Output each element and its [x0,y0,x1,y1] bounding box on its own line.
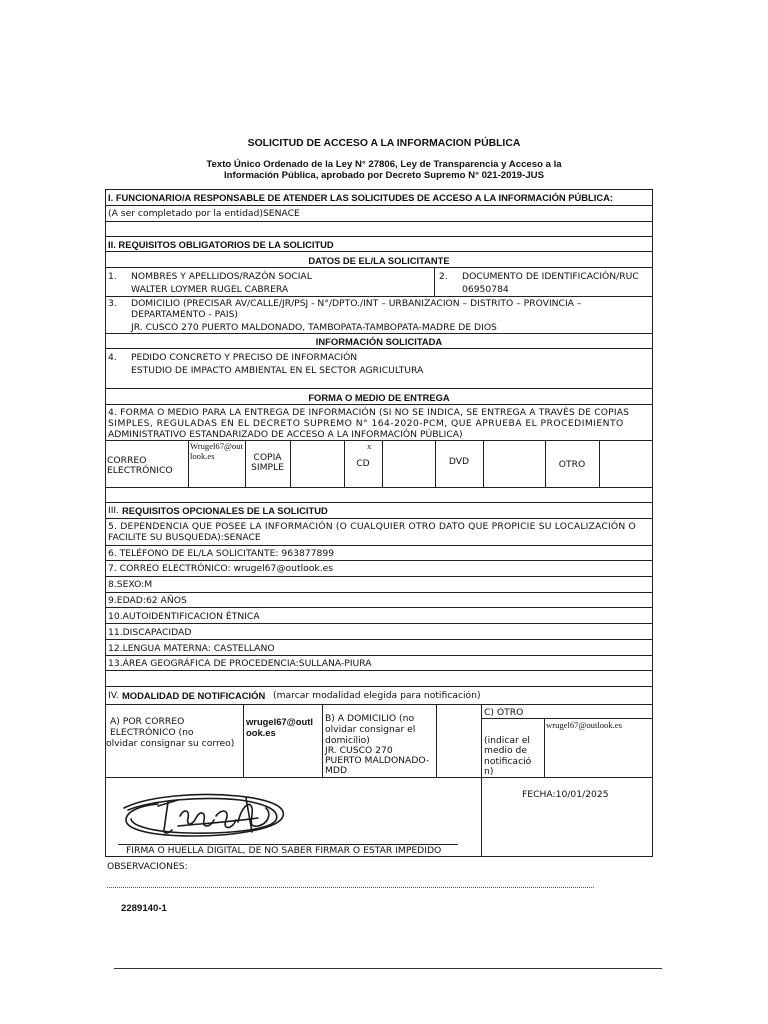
section3-heading: REQUISITOS OPCIONALES DE LA SOLICITUD [122,505,328,516]
notif-option-b-line2: olvidar consignar el [325,724,416,735]
datos-heading: DATOS DE EL/LA SOLICITANTE [308,255,450,266]
observaciones-label: OBSERVACIONES: [107,861,188,872]
item2-label: DOCUMENTO DE IDENTIFICACIÓN/RUC [462,271,639,282]
info-heading: INFORMACIÓN SOLICITADA [315,336,443,347]
handwritten-signature [118,786,293,841]
delivery-copia-label-line1: COPIA [253,452,282,463]
notif-option-a-value-line2: ook.es [246,727,276,738]
item3-value: JR. CUSCO 270 PUERTO MALDONADO, TAMBOPATA-TAMBOPATA-MADRE DE DIOS [131,322,497,333]
delivery-cd-label: CD [356,458,370,469]
delivery-otro-label: OTRO [558,459,586,470]
notif-option-b-line1: B) A DOMICILIO (no [325,713,415,724]
section2-heading: II. REQUISITOS OBLIGATORIOS DE LA SOLICITUD [108,239,334,250]
item1-value: WALTER LOYMER RUGEL CABRERA [131,284,289,295]
notif-option-b-line6: MDD [325,765,348,776]
item3-label-line1: DOMICILIO (PRECISAR AV/CALLE/JR/PSJ - N°/DPTO./INT – URBANIZACION – DISTRITO – PROVINCIA – [131,298,582,309]
item6: 6. TELÉFONO DE EL/LA SOLICITANTE: 963877899 [108,548,335,559]
item5-line2: FACILITE SU BUSQUEDA):SENACE [108,532,261,543]
item4-label: PEDIDO CONCRETO Y PRECISO DE INFORMACIÓN [131,352,358,363]
item7: 7. CORREO ELECTRÓNICO: wrugel67@outlook.es [108,563,334,574]
delivery-correo-label-line1: CORREO [107,455,147,466]
notif-option-c-note-line2: medio de [484,745,528,756]
document-code: 2289140-1 [121,903,167,914]
notif-option-a-line2: ELECTRÓNICO (no [110,727,194,738]
item1-number: 1. [108,271,117,282]
item13: 13.ÁREA GEOGRÁFICA DE PROCEDENCIA:SULLANA-PIURA [108,658,372,669]
delivery-copia-label-line2: SIMPLE [251,462,284,473]
notif-option-a-value-line1: wrugel67@outl [246,716,313,727]
item3-label-line2: DEPARTAMENTO - PAIS) [131,309,238,320]
page-bottom-rule [114,968,662,969]
notif-option-c-note-line1: (indicar el [484,735,530,746]
notif-option-c-label: C) OTRO [484,707,524,718]
forma-text-line3: ADMINISTRATIVO ESTANDARIZADO DE ACCESO A LA INFORMACIÓN PÚBLICA) [108,429,463,440]
delivery-correo-label-line2: ELECTRÓNICO [107,465,173,476]
delivery-correo-value-line1: Wrugel67@out [190,441,243,451]
notif-option-b-line4: JR. CUSCO 270 [325,745,393,756]
section4-heading: MODALIDAD DE NOTIFICACIÓN [122,690,266,701]
forma-text-line1: 4. FORMA O MEDIO PARA LA ENTREGA DE INFORMACIÓN (SI NO SE INDICA, SE ENTREGA A TRAVÉS DE COPIAS [108,407,630,418]
item2-number: 2. [439,271,448,282]
document-title: SOLICITUD DE ACCESO A LA INFORMACION PÚBLICA [247,138,521,149]
item4-number: 4. [108,352,117,363]
section3-heading-prefix: III. [108,505,120,516]
item4-value: ESTUDIO DE IMPACTO AMBIENTAL EN EL SECTOR AGRICULTURA [131,365,424,376]
section1-value: (A ser completado por la entidad)SENACE [108,208,300,219]
notif-option-a-line3: olvidar consignar su correo) [106,738,235,749]
notif-option-b-line5: PUERTO MALDONADO- [325,755,430,766]
item12: 12.LENGUA MATERNA: CASTELLANO [108,643,275,654]
section4-heading-prefix: IV. [108,690,119,701]
notif-option-c-note-line3: notificació [484,756,532,767]
item9: 9.EDAD:62 AÑOS [108,595,187,606]
item5-line1: 5. DEPENDENCIA QUE POSEE LA INFORMACIÓN (O CUALQUIER OTRO DATO QUE PROPICIE SU LOCALIZACIÓN O [108,521,636,532]
item11: 11.DISCAPACIDAD [108,627,192,638]
notif-option-a-line1: A) POR CORREO [110,716,185,727]
notif-option-c-value: wrugel67@outlook.es [546,720,622,730]
item2-value: 06950784 [462,284,509,295]
document-subtitle-line2: Información Pública, aprobado por Decreto Supremo N° 021-2019-JUS [224,170,544,181]
signature-date: FECHA:10/01/2025 [522,789,609,800]
delivery-dvd-label: DVD [448,456,470,467]
delivery-copia-mark: x [367,441,372,451]
document-subtitle-line1: Texto Único Ordenado de la Ley N° 27806, Ley de Transparencia y Acceso a la [206,159,562,170]
observaciones-line [107,887,594,888]
section1-heading: I. FUNCIONARIO/A RESPONSABLE DE ATENDER LAS SOLICITUDES DE ACCESO A LA INFORMACIÓN PÚBLICA: [108,192,614,203]
notif-option-b-line3: domicilio) [325,735,370,746]
item8: 8.SEXO:M [108,579,153,590]
section4-heading-note: (marcar modalidad elegida para notificación) [273,690,481,701]
forma-heading: FORMA O MEDIO DE ENTREGA [308,392,450,403]
item10: 10.AUTOIDENTIFICACION ÉTNICA [108,611,260,622]
forma-text-line2: SIMPLES, REGULADAS EN EL DECRETO SUPREMO N° 164-2020-PCM, QUE APRUEBA EL PROCEDIMIENTO [108,418,624,429]
delivery-correo-value-line2: look.es [190,451,215,461]
notif-option-c-note-line4: n) [484,766,494,777]
signature-caption: FIRMA O HUELLA DIGITAL, DE NO SABER FIRMAR O ESTAR IMPEDIDO [126,845,442,856]
item1-label: NOMBRES Y APELLIDOS/RAZÓN SOCIAL [131,271,312,282]
item3-number: 3. [108,298,117,309]
